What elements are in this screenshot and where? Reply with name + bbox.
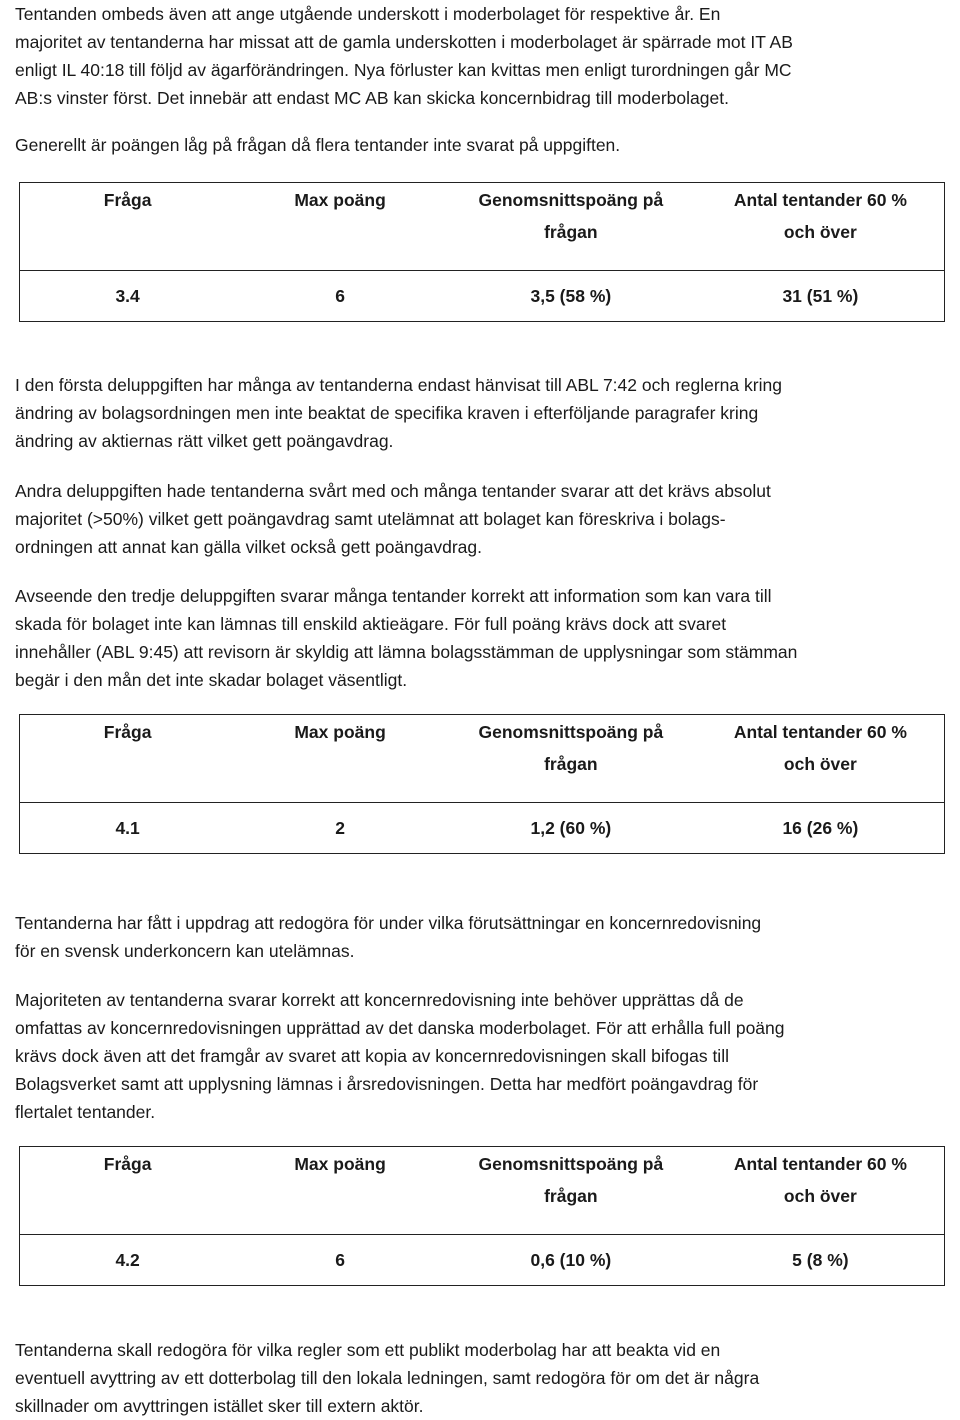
cell-genomsnittspoang: 3,5 (58 %) bbox=[530, 286, 612, 306]
cell-antal-tentander: 16 (26 %) bbox=[782, 818, 859, 838]
table-row bbox=[20, 271, 945, 322]
table-row bbox=[20, 803, 945, 854]
paragraph: I den första deluppgiften har många av tentanderna endast hänvisat till ABL 7:42 och reglerna kring ändring av bolagsordningen men inte beaktat de specifika kraven i efterföljande paragrafer kring ändring av aktiernas rätt vilket gett poängavdrag. bbox=[15, 375, 782, 451]
header-genomsnittspoang: Genomsnittspoäng på frågan bbox=[478, 1154, 664, 1206]
header-genomsnittspoang: Genomsnittspoäng på frågan bbox=[478, 190, 664, 242]
cell-max-poang: 6 bbox=[335, 1250, 345, 1270]
header-max-poang: Max poäng bbox=[294, 722, 386, 742]
paragraph: Avseende den tredje deluppgiften svarar många tentander korrekt att information som kan vara till skada för bolaget inte kan lämnas till enskild aktieägare. För full poäng krävs dock att svaret innehåller (ABL 9:45) att revisorn är skyldig att lämna bolagsstämman de upplysningar som stämman begär i den mån det inte skadar bolaget väsentligt. bbox=[15, 586, 798, 690]
cell-fraga: 4.2 bbox=[115, 1250, 140, 1270]
header-antal-tentander: Antal tentander 60 % och över bbox=[733, 1154, 907, 1206]
header-antal-tentander: Antal tentander 60 % och över bbox=[733, 722, 907, 774]
paragraph: Majoriteten av tentanderna svarar korrekt att koncernredovisning inte behöver upprättas då de omfattas av koncernredovisningen upprättad av det danska moderbolaget. För att erhålla full poäng krävs dock även att det framgår av svaret att kopia av koncernredovisningen skall bifogas till Bolagsverket samt att upplysning lämnas i årsredovisningen. Detta har medfört poängavdrag för flertalet tentander. bbox=[15, 990, 785, 1122]
table-header-row bbox=[20, 715, 945, 803]
paragraph: Tentanderna har fått i uppdrag att redogöra för under vilka förutsättningar en koncernredovisning för en svensk underkoncern kan utelämnas. bbox=[15, 913, 762, 961]
header-max-poang: Max poäng bbox=[294, 190, 386, 210]
header-fraga: Fråga bbox=[103, 190, 152, 210]
cell-antal-tentander: 5 (8 %) bbox=[792, 1250, 849, 1270]
cell-fraga: 4.1 bbox=[115, 818, 140, 838]
score-table bbox=[19, 714, 945, 854]
header-max-poang: Max poäng bbox=[294, 1154, 386, 1174]
cell-max-poang: 6 bbox=[335, 286, 345, 306]
header-fraga: Fråga bbox=[103, 722, 152, 742]
score-table bbox=[19, 1146, 945, 1286]
paragraph: Tentanderna skall redogöra för vilka regler som ett publikt moderbolag har att beakta vid en eventuell avyttring av ett dotterbolag till den lokala ledningen, samt redogöra för om det är några skillnader om avyttringen istället sker till extern aktör. bbox=[15, 1340, 760, 1416]
paragraph: Generellt är poängen låg på frågan då flera tentander inte svarat på uppgiften. bbox=[15, 135, 621, 155]
score-table bbox=[19, 182, 945, 322]
table-row bbox=[20, 1235, 945, 1286]
cell-antal-tentander: 31 (51 %) bbox=[782, 286, 859, 306]
header-fraga: Fråga bbox=[103, 1154, 152, 1174]
cell-fraga: 3.4 bbox=[115, 286, 140, 306]
header-antal-tentander: Antal tentander 60 % och över bbox=[733, 190, 907, 242]
table-header-row bbox=[20, 183, 945, 271]
paragraph: Andra deluppgiften hade tentanderna svårt med och många tentander svarar att det krävs absolut majoritet (>50%) vilket gett poängavdrag samt utelämnat att bolaget kan föreskriva i bolags- ordningen att annat kan gälla vilket också gett poängavdrag. bbox=[15, 481, 771, 557]
cell-genomsnittspoang: 1,2 (60 %) bbox=[530, 818, 612, 838]
cell-max-poang: 2 bbox=[335, 818, 345, 838]
table-header-row bbox=[20, 1147, 945, 1235]
header-genomsnittspoang: Genomsnittspoäng på frågan bbox=[478, 722, 664, 774]
paragraph: Tentanden ombeds även att ange utgående underskott i moderbolaget för respektive år. En majoritet av tentanderna har missat att de gamla underskotten i moderbolaget är spärrade mot IT AB enligt IL 40:18 till följd av ägarförändringen. Nya förluster kan kvittas men enligt turordningen går MC AB:s vinster först. Det innebär att endast MC AB kan skicka koncernbidrag till moderbolaget. bbox=[15, 4, 793, 108]
cell-genomsnittspoang: 0,6 (10 %) bbox=[530, 1250, 612, 1270]
